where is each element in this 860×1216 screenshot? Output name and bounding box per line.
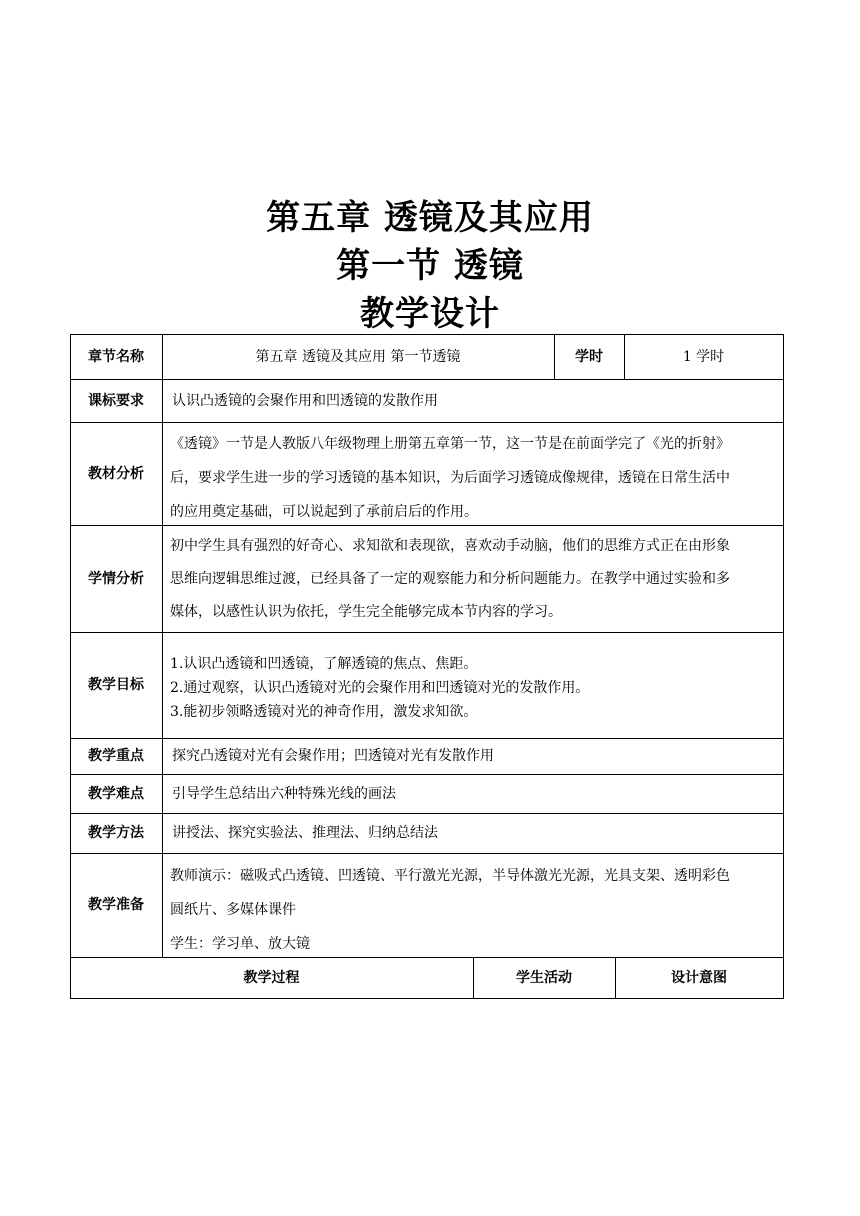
intent-header: 设计意图 [671,969,727,986]
chapter-label: 章节名称 [88,348,144,365]
standard-text: 认识凸透镜的会聚作用和凹透镜的发散作用 [172,392,438,409]
prep-line-1: 教师演示：磁吸式凸透镜、凹透镜、平行激光光源，半导体激光光源，光具支架、透明彩色 [170,868,730,884]
prep-label: 教学准备 [88,897,144,913]
hours-value: 1 学时 [682,348,725,365]
material-label: 教材分析 [88,465,144,482]
goals-text [162,632,783,738]
students-text [162,525,783,632]
prep-line-3: 学生：学习单、放大镜 [170,936,310,952]
methods-text: 讲授法、探究实验法、推理法、归纳总结法 [172,825,438,841]
prep-line-2: 圆纸片、多媒体课件 [170,902,296,918]
goals-line-3: 3.能初步领略透镜对光的神奇作用，激发求知欲。 [170,704,478,720]
design-title: 教学设计 [360,294,500,334]
material-line-1: 《透镜》一节是人教版八年级物理上册第五章第一节，这一节是在前面学完了《光的折射》 [170,436,730,452]
students-line-3: 媒体，以感性认识为依托，学生完全能够完成本节内容的学习。 [170,604,562,620]
difficulty-label: 教学难点 [88,785,144,802]
difficulty-text: 引导学生总结出六种特殊光线的画法 [172,785,396,802]
methods-label: 教学方法 [88,825,144,841]
goals-label: 教学目标 [88,677,144,693]
standard-label: 课标要求 [88,392,144,409]
chapter-value: 第五章 透镜及其应用 第一节透镜 [255,348,461,365]
process-header: 教学过程 [243,969,300,986]
hours-label: 学时 [575,348,603,365]
material-text [162,422,783,525]
students-label: 学情分析 [88,570,144,587]
prep-text [162,853,783,957]
material-line-2: 后，要求学生进一步的学习透镜的基本知识，为后面学习透镜成像规律，透镜在日常生活中 [170,470,730,486]
students-line-1: 初中学生具有强烈的好奇心、求知欲和表现欲，喜欢动手动脑，他们的思维方式正在由形象 [170,538,730,554]
document-title: 第五章 透镜及其应用 [266,198,594,238]
goals-line-2: 2.通过观察，认识凸透镜对光的会聚作用和凹透镜对光的发散作用。 [170,680,590,696]
material-line-3: 的应用奠定基础，可以说起到了承前启后的作用。 [170,504,478,520]
goals-line-1: 1.认识凸透镜和凹透镜，了解透镜的焦点、焦距。 [170,656,478,672]
section-title: 第一节 透镜 [336,246,524,286]
key-text: 探究凸透镜对光有会聚作用；凹透镜对光有发散作用 [172,748,494,764]
lesson-design-table [70,334,784,999]
key-label: 教学重点 [88,748,144,764]
students-line-2: 思维向逻辑思维过渡，已经具备了一定的观察能力和分析问题能力。在教学中通过实验和多 [170,571,730,587]
activity-header: 学生活动 [516,969,572,986]
